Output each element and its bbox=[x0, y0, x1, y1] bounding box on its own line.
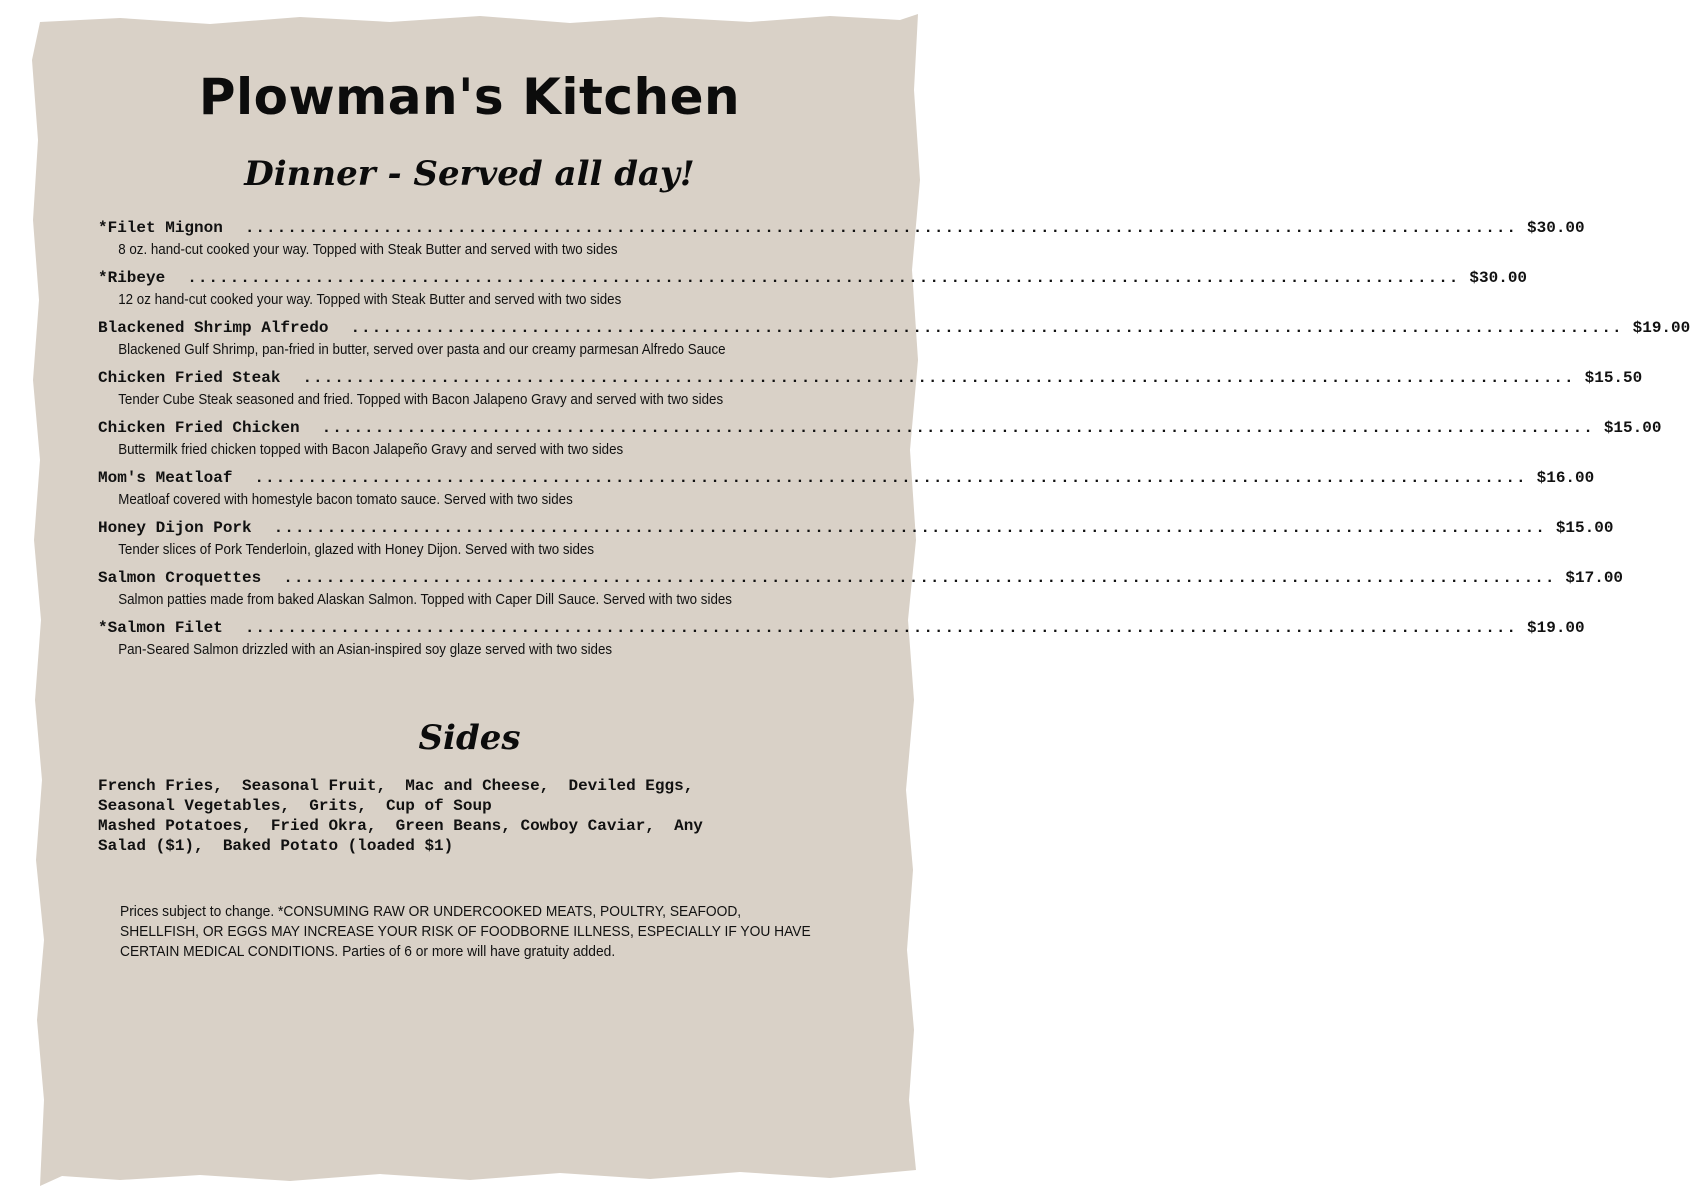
menu-item bbox=[98, 519, 1614, 569]
menu-item bbox=[98, 319, 1690, 369]
dot-leader: ........................................................................................................................ bbox=[283, 569, 1556, 587]
menu-item bbox=[98, 469, 1595, 519]
menu-item-name: *Salmon Filet bbox=[98, 619, 223, 637]
dot-leader: ........................................................................................................................ bbox=[244, 219, 1518, 237]
menu-item-price: $19.00 bbox=[1527, 619, 1585, 637]
menu-item-description: Salmon patties made from baked Alaskan Salmon. Topped with Caper Dill Sauce. Served with two sides bbox=[118, 592, 732, 608]
menu-item-description: Tender slices of Pork Tenderloin, glazed with Honey Dijon. Served with two sides bbox=[118, 542, 595, 558]
menu-item-name: *Ribeye bbox=[98, 269, 166, 287]
menu-item-line bbox=[98, 269, 1528, 291]
menu-item-line bbox=[98, 319, 1690, 341]
menu-item bbox=[98, 419, 1662, 469]
menu-item-price: $15.00 bbox=[1603, 419, 1662, 437]
menu-item-name: Blackened Shrimp Alfredo bbox=[98, 319, 329, 337]
menu-item bbox=[98, 269, 1528, 319]
menu-item-price: $16.00 bbox=[1536, 469, 1595, 487]
menu-item-description: Blackened Gulf Shrimp, pan-fried in butter, served over pasta and our creamy parmesan Alfredo Sauce bbox=[118, 342, 726, 358]
menu-item-line bbox=[98, 219, 1585, 241]
menu-item bbox=[98, 369, 1643, 419]
menu-item-name: *Filet Mignon bbox=[98, 219, 223, 237]
menu-item bbox=[98, 619, 1585, 669]
dot-leader: ........................................................................................................................ bbox=[187, 269, 1460, 287]
menu-item-price: $19.00 bbox=[1632, 319, 1690, 337]
menu-item-price: $30.00 bbox=[1527, 219, 1585, 237]
menu-item-name: Mom's Meatloaf bbox=[98, 469, 233, 487]
dot-leader: ........................................................................................................................ bbox=[321, 419, 1594, 437]
menu-item-price: $30.00 bbox=[1469, 269, 1528, 287]
dot-leader: ........................................................................................................................ bbox=[302, 369, 1575, 387]
menu-item-price: $15.50 bbox=[1584, 369, 1643, 387]
dot-leader: ........................................................................................................................ bbox=[254, 469, 1527, 487]
menu-item-description: Meatloaf covered with homestyle bacon tomato sauce. Served with two sides bbox=[118, 492, 573, 508]
restaurant-title: Plowman's Kitchen bbox=[198, 68, 741, 126]
dot-leader: ........................................................................................................................ bbox=[273, 519, 1546, 537]
menu-item-line bbox=[98, 569, 1624, 591]
menu-item-line bbox=[98, 419, 1662, 441]
menu-item-description: Pan-Seared Salmon drizzled with an Asian-inspired soy glaze served with two sides bbox=[118, 642, 613, 658]
menu-item-description: 8 oz. hand-cut cooked your way. Topped with Steak Butter and served with two sides bbox=[118, 242, 618, 258]
dot-leader: ........................................................................................................................ bbox=[350, 319, 1623, 337]
menu-item-name: Chicken Fried Steak bbox=[98, 369, 281, 387]
menu-item-line bbox=[98, 519, 1614, 541]
menu-item-name: Honey Dijon Pork bbox=[98, 519, 252, 537]
menu-item-name: Chicken Fried Chicken bbox=[98, 419, 300, 437]
menu-item bbox=[98, 219, 1585, 269]
disclaimer-text: Prices subject to change. *CONSUMING RAW OR UNDERCOOKED MEATS, POULTRY, SEAFOOD, SHELLFISH, OR EGGS MAY INCREASE YOUR RISK OF FOODBORNE ILLNESS, ESPECIALLY IF YOU HAVE CERTAIN MEDICAL CONDITIONS. Parties of 6 or more will have gratuity added. bbox=[120, 903, 811, 960]
menu-item-description: Tender Cube Steak seasoned and fried. Topped with Bacon Jalapeno Gravy and served with two sides bbox=[118, 392, 724, 408]
menu-item-price: $15.00 bbox=[1555, 519, 1614, 537]
menu-item-line bbox=[98, 369, 1643, 391]
dot-leader: ........................................................................................................................ bbox=[244, 619, 1518, 637]
menu-item-line bbox=[98, 469, 1595, 491]
menu-section-heading: Dinner - Served all day! bbox=[244, 154, 695, 194]
menu-item-price: $17.00 bbox=[1565, 569, 1624, 587]
dinner-menu-list bbox=[98, 219, 1690, 669]
sides-list: French Fries, Seasonal Fruit, Mac and Cheese, Deviled Eggs, Seasonal Vegetables, Grits, Cup of Soup Mashed Potatoes, Fried Okra, Green Beans, Cowboy Caviar, Any Salad ($1), Baked Potato (loaded $1) bbox=[98, 777, 703, 855]
menu-item-description: 12 oz hand-cut cooked your way. Topped with Steak Butter and served with two sides bbox=[118, 292, 622, 308]
menu-item-name: Salmon Croquettes bbox=[98, 569, 262, 587]
menu-item-description: Buttermilk fried chicken topped with Bacon Jalapeño Gravy and served with two sides bbox=[118, 442, 624, 458]
sides-heading: Sides bbox=[418, 718, 521, 758]
menu-item-line bbox=[98, 619, 1585, 641]
menu-item bbox=[98, 569, 1624, 619]
